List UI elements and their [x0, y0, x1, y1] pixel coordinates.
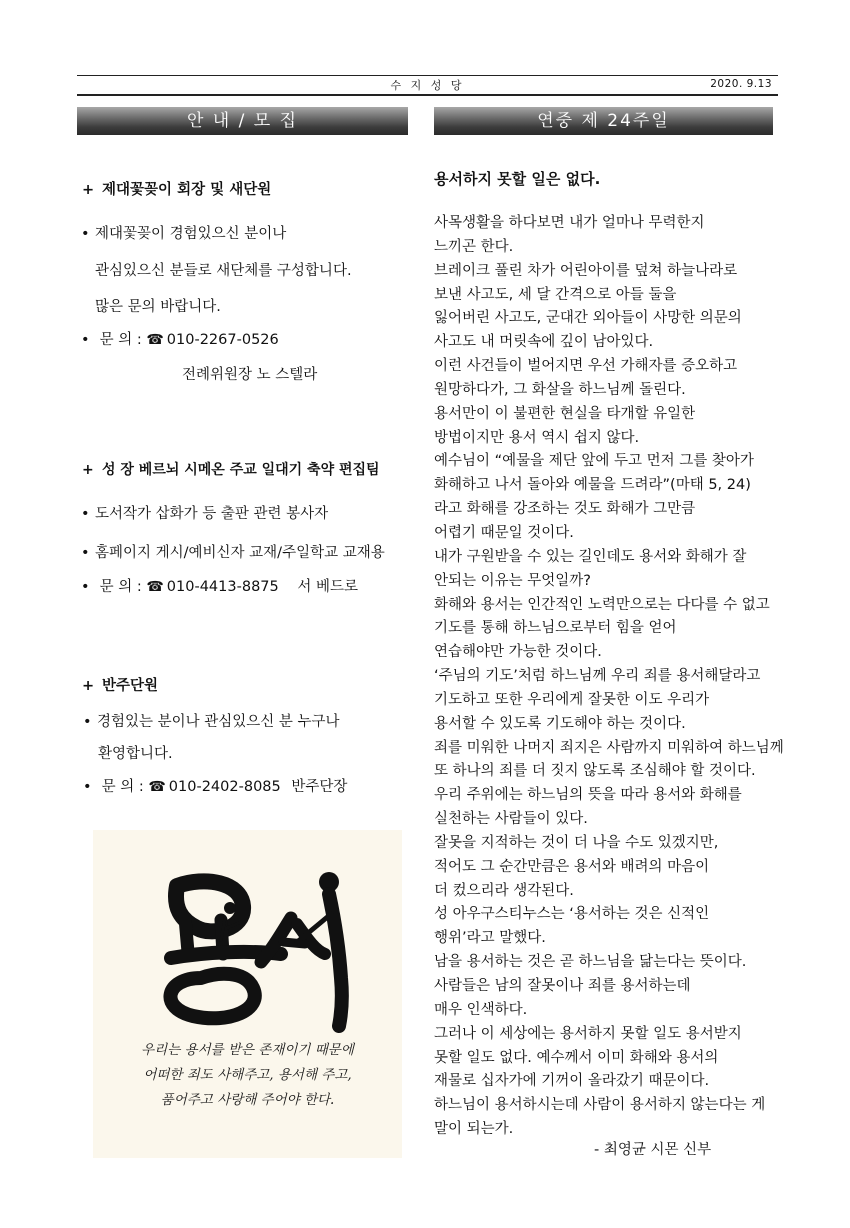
- bullet-icon: •: [83, 779, 92, 795]
- bullet-icon: •: [81, 506, 90, 522]
- forgiveness-calligraphy-image: [93, 830, 402, 1158]
- phone-icon: ☎: [146, 332, 164, 348]
- parish-name: 수 지 성 당: [390, 79, 465, 92]
- notice-line: 많은 문의 바랍니다.: [95, 299, 221, 315]
- reflection-line: 연습해야만 가능한 것이다.: [434, 644, 602, 661]
- reflection-line: 못할 일도 없다. 예수께서 이미 화해와 용서의: [434, 1049, 719, 1066]
- section-title-accompanists: + 반주단원: [82, 678, 159, 694]
- contact-line: [81, 328, 279, 349]
- notice-line: • 제대꽃꽂이 경험있으신 분이나: [81, 226, 287, 242]
- reflection-line: 느끼곤 한다.: [434, 238, 514, 255]
- bullet-icon: •: [81, 226, 90, 242]
- contact-phone: 010-2267-0526: [166, 332, 279, 348]
- reflection-line: 브레이크 풀린 차가 어린아이를 덮쳐 하늘나라로: [434, 262, 738, 279]
- reflection-line: 하느님이 용서하시는데 사람이 용서하지 않는다는 게: [434, 1097, 766, 1114]
- reflection-line: 용서할 수 있도록 기도해야 하는 것이다.: [434, 715, 686, 732]
- reflection-line: 재물로 십자가에 기꺼이 올라갔기 때문이다.: [434, 1073, 710, 1090]
- reflection-line: 또 하나의 죄를 더 짓지 않도록 조심해야 할 것이다.: [434, 763, 756, 780]
- image-caption-line: 어떠한 죄도 사해주고, 용서해 주고,: [143, 1067, 352, 1083]
- contact-label: 문 의 :: [99, 579, 142, 595]
- reflection-body: [434, 212, 784, 1142]
- contact-person: 전례위원장 노 스텔라: [182, 367, 318, 383]
- reflection-line: 매우 인색하다.: [434, 1001, 528, 1018]
- phone-icon: ☎: [148, 779, 166, 795]
- page-header: [77, 75, 778, 96]
- plus-icon: +: [82, 462, 94, 478]
- reflection-line: 더 컸으리라 생각된다.: [434, 882, 574, 899]
- reflection-line: 기도하고 또한 우리에게 잘못한 이도 우리가: [434, 691, 710, 708]
- reflection-line: 사람들은 남의 잘못이나 죄를 용서하는데: [434, 978, 691, 994]
- contact-person: 반주단장: [291, 779, 348, 795]
- sunday-banner: 연중 제 24주일: [434, 107, 773, 135]
- bulletin-date: 2020. 9.13: [710, 78, 772, 90]
- bullet-icon: •: [83, 714, 92, 730]
- notice-line: • 도서작가 삽화가 등 출판 관련 봉사자: [81, 506, 329, 522]
- bullet-icon: •: [81, 579, 90, 595]
- section-title-altar-flowers: + 제대꽃꽂이 회장 및 새단원: [82, 182, 272, 198]
- reflection-line: ‘주님의 기도’처럼 하느님께 우리 죄를 용서해달라고: [434, 668, 761, 685]
- plus-icon: +: [82, 182, 95, 198]
- reflection-line: 보낸 사고도, 세 달 간격으로 아들 둘을: [434, 286, 677, 303]
- reflection-line: 기도를 통해 하느님으로부터 힘을 얻어: [434, 620, 677, 637]
- reflection-line: 라고 화해를 강조하는 것도 화해가 그만큼: [434, 501, 696, 518]
- reflection-line: 예수님이 “예물을 제단 앞에 두고 먼저 그를 찾아가: [434, 453, 754, 470]
- plus-icon: +: [82, 678, 95, 694]
- reflection-line: 적어도 그 순간만큼은 용서와 배려의 마음이: [434, 858, 710, 875]
- reflection-line: 잘못을 지적하는 것이 더 나을 수도 있겠지만,: [434, 834, 719, 851]
- notice-line: • 홈페이지 게시/예비신자 교재/주일학교 교재용: [81, 545, 385, 561]
- bullet-icon: •: [81, 332, 90, 348]
- reflection-line: 우리 주위에는 하느님의 뜻을 따라 용서와 화해를: [434, 787, 742, 804]
- reflection-line: 그러나 이 세상에는 용서하지 못할 일도 용서받지: [434, 1025, 742, 1042]
- reflection-line: 행위’라고 말했다.: [434, 930, 546, 947]
- image-caption-line: 품어주고 사랑해 주어야 한다.: [160, 1092, 335, 1108]
- section-title-editing-team: + 성 장 베르뇌 시메온 주교 일대기 축약 편집팀: [82, 462, 380, 478]
- image-caption-line: 우리는 용서를 받은 존재이기 때문에: [141, 1042, 354, 1058]
- reflection-line: 말이 되는가.: [434, 1121, 514, 1138]
- contact-phone: 010-2402-8085: [168, 779, 281, 795]
- author-signature: - 최영균 시몬 신부: [594, 1142, 712, 1158]
- notice-banner: 안 내 / 모 집: [77, 107, 408, 135]
- reflection-line: 성 아우구스티누스는 ‘용서하는 것은 신적인: [434, 906, 710, 923]
- phone-icon: ☎: [146, 579, 164, 595]
- reflection-line: 잃어버린 사고도, 군대간 외아들이 사망한 의문의: [434, 310, 742, 327]
- reflection-line: 화해와 용서는 인간적인 노력만으로는 다다를 수 없고: [434, 596, 770, 613]
- reflection-line: 안되는 이유는 무엇일까?: [434, 572, 591, 589]
- notice-line: 환영합니다.: [98, 746, 173, 762]
- reflection-line: 사고도 내 머릿속에 깊이 남아있다.: [434, 334, 654, 351]
- reflection-line: 사목생활을 하다보면 내가 얼마나 무력한지: [434, 215, 705, 231]
- contact-phone: 010-4413-8875: [166, 579, 279, 595]
- reflection-line: 실천하는 사람들이 있다.: [434, 811, 588, 828]
- contact-person: 서 베드로: [297, 579, 358, 595]
- bullet-icon: •: [81, 545, 90, 561]
- calligraphy-artwork: [93, 830, 402, 1158]
- reflection-line: 용서만이 이 불편한 현실을 타개할 유일한: [434, 405, 696, 422]
- reflection-line: 죄를 미워한 나머지 죄지은 사람까지 미워하여 하느님께: [434, 739, 784, 756]
- reflection-line: 방법이지만 용서 역시 쉽지 않다.: [434, 429, 640, 446]
- reflection-line: 원망하다가, 그 화살을 하느님께 돌린다.: [434, 381, 686, 398]
- contact-line: [81, 575, 358, 596]
- reflection-title: 용서하지 못할 일은 없다.: [434, 170, 601, 188]
- reflection-line: 내가 구원받을 수 있는 길인데도 용서와 화해가 잘: [434, 548, 747, 565]
- notice-line: 관심있으신 분들로 새단체를 구성합니다.: [95, 263, 352, 279]
- contact-label: 문 의 :: [101, 779, 144, 795]
- reflection-line: 어렵기 때문일 것이다.: [434, 524, 574, 541]
- reflection-line: 화해하고 나서 돌아와 예물을 드려라”(마태 5, 24): [434, 477, 751, 494]
- reflection-line: 남을 용서하는 것은 곧 하느님을 닮는다는 뜻이다.: [434, 954, 747, 971]
- contact-line: [83, 775, 347, 796]
- contact-label: 문 의 :: [99, 332, 142, 348]
- reflection-line: 이런 사건들이 벌어지면 우선 가해자를 증오하고: [434, 358, 738, 375]
- notice-line: • 경험있는 분이나 관심있으신 분 누구나: [83, 714, 340, 730]
